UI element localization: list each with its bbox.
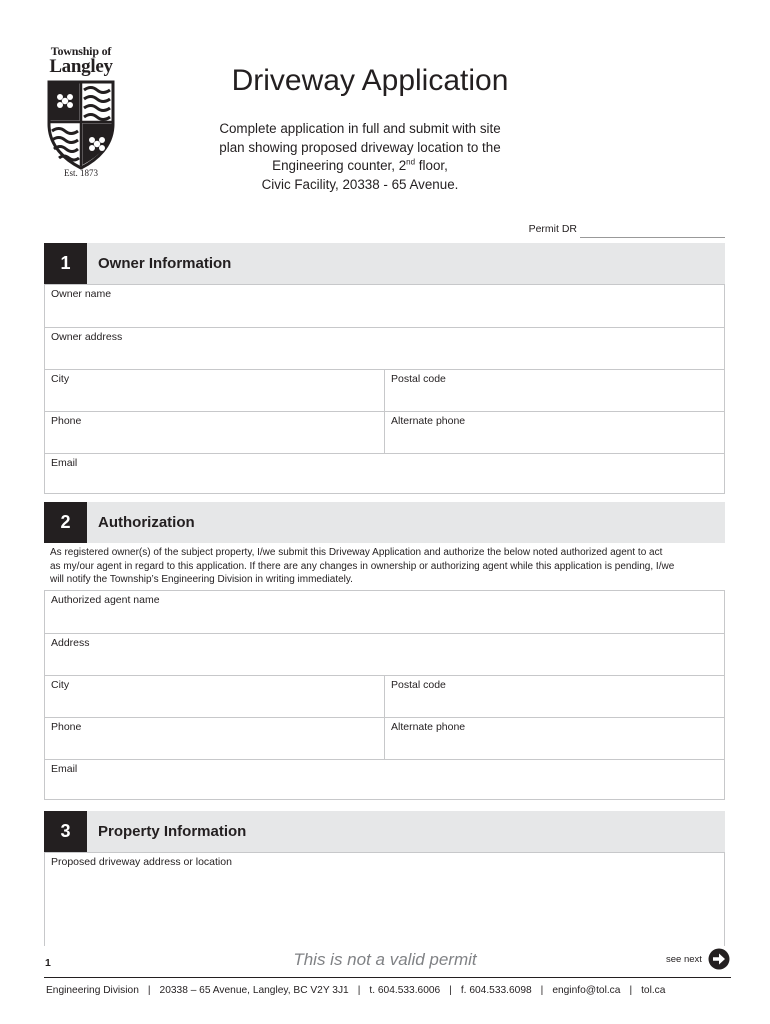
agent-city-field[interactable] <box>45 676 384 717</box>
field-label: Postal code <box>391 679 446 691</box>
not-valid-permit-notice: This is not a valid permit <box>293 950 477 969</box>
form-row <box>45 411 724 453</box>
logo-text-township-of: Township of <box>50 44 112 58</box>
form-row <box>45 369 724 411</box>
field-label: Proposed driveway address or location <box>51 856 232 868</box>
owner-name-field[interactable] <box>45 285 724 327</box>
owner-postal-code-field[interactable] <box>384 370 724 411</box>
form-row <box>45 633 724 675</box>
owner-information-form <box>44 284 725 494</box>
agent-address-field[interactable] <box>45 634 724 675</box>
section-title: Owner Information <box>98 255 232 272</box>
page-number: 1 <box>45 957 51 969</box>
section-title: Property Information <box>98 823 247 840</box>
field-label: Address <box>51 637 90 649</box>
instructions-line: Civic Facility, 20338 - 65 Avenue. <box>261 176 459 192</box>
footer-divider <box>44 977 731 978</box>
form-row <box>45 759 724 801</box>
owner-alternate-phone-field[interactable] <box>384 412 724 453</box>
section-title: Authorization <box>98 514 195 531</box>
agent-postal-code-field[interactable] <box>384 676 724 717</box>
logo-text-langley: Langley <box>49 56 113 77</box>
form-row <box>45 853 724 947</box>
form-row <box>45 675 724 717</box>
field-label: Alternate phone <box>391 415 466 427</box>
agent-name-field[interactable] <box>45 591 724 633</box>
footer-separator: | <box>449 985 452 996</box>
instructions-superscript: nd <box>406 157 416 167</box>
form-row <box>45 591 724 633</box>
section-number: 3 <box>44 811 87 852</box>
field-label: Email <box>51 457 78 469</box>
authorization-line: will notify the Township’s Engineering Division in writing immediately. <box>50 574 353 585</box>
logo-established-year: Est. 1873 <box>63 168 98 178</box>
footer-separator: | <box>540 985 544 996</box>
owner-address-field[interactable] <box>45 328 724 369</box>
footer-website-link[interactable]: tol.ca <box>641 985 666 996</box>
field-label: Alternate phone <box>391 721 466 733</box>
field-label: City <box>51 373 70 385</box>
field-label: Authorized agent name <box>51 594 160 606</box>
authorization-line: As registered owner(s) of the subject property, I/we submit this Driveway Application and authorize the below noted authorized agent to act <box>50 547 663 558</box>
footer-division: Engineering Division <box>46 985 139 996</box>
instructions-text: Engineering counter, 2 <box>272 158 407 173</box>
field-label: Owner name <box>51 288 112 300</box>
instructions <box>160 120 560 194</box>
footer-address: 20338 – 65 Avenue, Langley, BC V2Y 3J1 <box>159 985 349 996</box>
field-label: Phone <box>51 415 82 427</box>
owner-email-field[interactable] <box>45 454 724 495</box>
permit-number <box>500 223 725 239</box>
shield-crest-icon <box>45 80 117 170</box>
page-title: Driveway Application <box>231 64 509 97</box>
field-label: Postal code <box>391 373 446 385</box>
agent-email-field[interactable] <box>45 760 724 801</box>
permit-label: Permit DR <box>528 223 577 235</box>
section-number: 2 <box>44 502 87 543</box>
permit-number-field[interactable] <box>580 237 725 238</box>
agent-alternate-phone-field[interactable] <box>384 718 724 759</box>
field-label: City <box>51 679 70 691</box>
instructions-line: plan showing proposed driveway location to the <box>219 139 501 155</box>
owner-city-field[interactable] <box>45 370 384 411</box>
form-row <box>45 285 724 327</box>
section-header-owner <box>44 243 725 284</box>
owner-phone-field[interactable] <box>45 412 384 453</box>
section-number: 1 <box>44 243 87 284</box>
instructions-line <box>160 157 560 176</box>
township-logo <box>40 44 122 184</box>
section-header-property <box>44 811 725 852</box>
form-row <box>45 327 724 369</box>
driveway-location-field[interactable] <box>45 853 724 947</box>
instructions-text: floor, <box>415 158 448 173</box>
field-label: Owner address <box>51 331 123 343</box>
arrow-right-icon[interactable] <box>708 948 730 970</box>
see-next-label: see next <box>666 954 702 965</box>
form-row <box>45 717 724 759</box>
footer-email-link[interactable]: enginfo@tol.ca <box>552 985 621 996</box>
footer-separator: | <box>147 985 151 996</box>
footer-fax: f. 604.533.6098 <box>460 985 532 996</box>
footer-separator: | <box>629 985 633 996</box>
footer-separator: | <box>357 985 361 996</box>
field-label: Phone <box>51 721 82 733</box>
field-label: Email <box>51 763 78 775</box>
instructions-line: Complete application in full and submit with site <box>219 121 501 136</box>
footer-contact <box>46 985 736 996</box>
authorization-form <box>44 590 725 800</box>
footer-phone: t. 604.533.6006 <box>369 985 441 996</box>
property-information-form <box>44 852 725 946</box>
section-header-authorization <box>44 502 725 543</box>
agent-phone-field[interactable] <box>45 718 384 759</box>
form-row <box>45 453 724 495</box>
authorization-statement <box>50 546 726 587</box>
authorization-line: as my/our agent in regard to this application. If there are any changes in ownership or authorizing agent while this application is pending, I/we <box>50 560 675 572</box>
